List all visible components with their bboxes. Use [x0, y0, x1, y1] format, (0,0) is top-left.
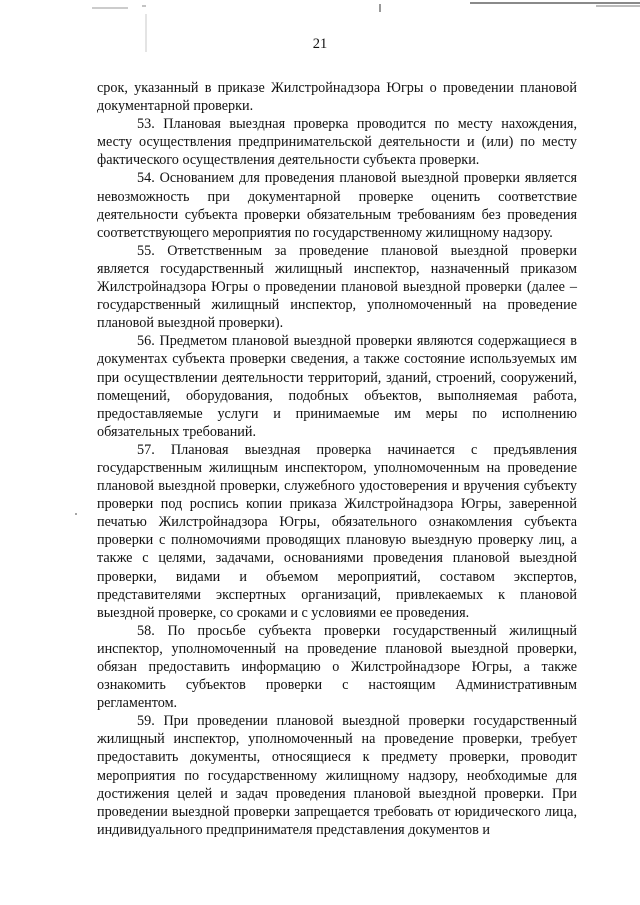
paragraph: 55. Ответственным за проведение плановой выездной проверки является государственный жилищный инспектор, назначенный приказом Жилстройнадзора Югры о проведении плановой выездной проверки (далее – государственный жилищный инспектор, уполномоченный на проведение плановой выездной проверки).: [97, 242, 577, 332]
paragraph: 59. При проведении плановой выездной проверки государственный жилищный инспектор, уполномоченный на проведение проверки, требует предоставить документы, относящиеся к предмету проверки, проводит мероприятия по государственному жилищному надзору, необходимые для достижения целей и задач проведения плановой выездной проверки. При проведении выездной проверки запрещается требовать от юридического лица, индивидуального предпринимателя представления документов и: [97, 713, 577, 838]
paragraph: срок, указанный в приказе Жилстройнадзора Югры о проведении плановой документарной проверки.: [97, 80, 577, 115]
paragraph: 54. Основанием для проведения плановой выездной проверки является невозможность при документарной проверке оценить соответствие деятельности субъекта проверки обязательным требованиям без проведения соответствующего мероприятия по государственному жилищному надзору.: [97, 170, 577, 241]
document-body: [97, 79, 577, 839]
paragraph: 58. По просьбе субъекта проверки государственный жилищный инспектор, уполномоченный на проведение плановой выездной проверки, обязан предоставить информацию о Жилстройнадзоре Югры, а также ознакомить субъектов проверки с настоящим Административным регламентом.: [97, 622, 577, 712]
paragraph: 56. Предметом плановой выездной проверки являются содержащиеся в документах субъекта проверки сведения, а также состояние используемых им при осуществлении деятельности территорий, зданий, строений, сооружений, помещений, оборудования, подобных объектов, выполняемая работа, предоставляемые услуги и принимаемые им меры по исполнению обязательных требований.: [97, 333, 577, 440]
page-number: 21: [312, 36, 328, 52]
scan-speck: [74, 512, 78, 516]
paragraph: 57. Плановая выездная проверка начинается с предъявления государственным жилищным инспектором, уполномоченным на проведение плановой выездной проверки, служебного удостоверения и вручения субъекту проверки под роспись копии приказа Жилстройнадзора Югры, заверенной печатью Жилстройнадзора Югры, обязательного ознакомления субъекта проверки с полномочиями проводящих плановую выездную проверку лиц, а также с целями, задачами, основаниями проведения плановой выездной проверки, видами и объемом мероприятий, составом экспертов, представителями экспертных организаций, привлекаемых к плановой выездной проверке, со сроками и с условиями ее проведения.: [97, 441, 577, 621]
paragraph: 53. Плановая выездная проверка проводится по месту нахождения, месту осуществления предпринимательской деятельности и (или) по месту фактического осуществления деятельности субъекта проверки.: [97, 116, 577, 169]
